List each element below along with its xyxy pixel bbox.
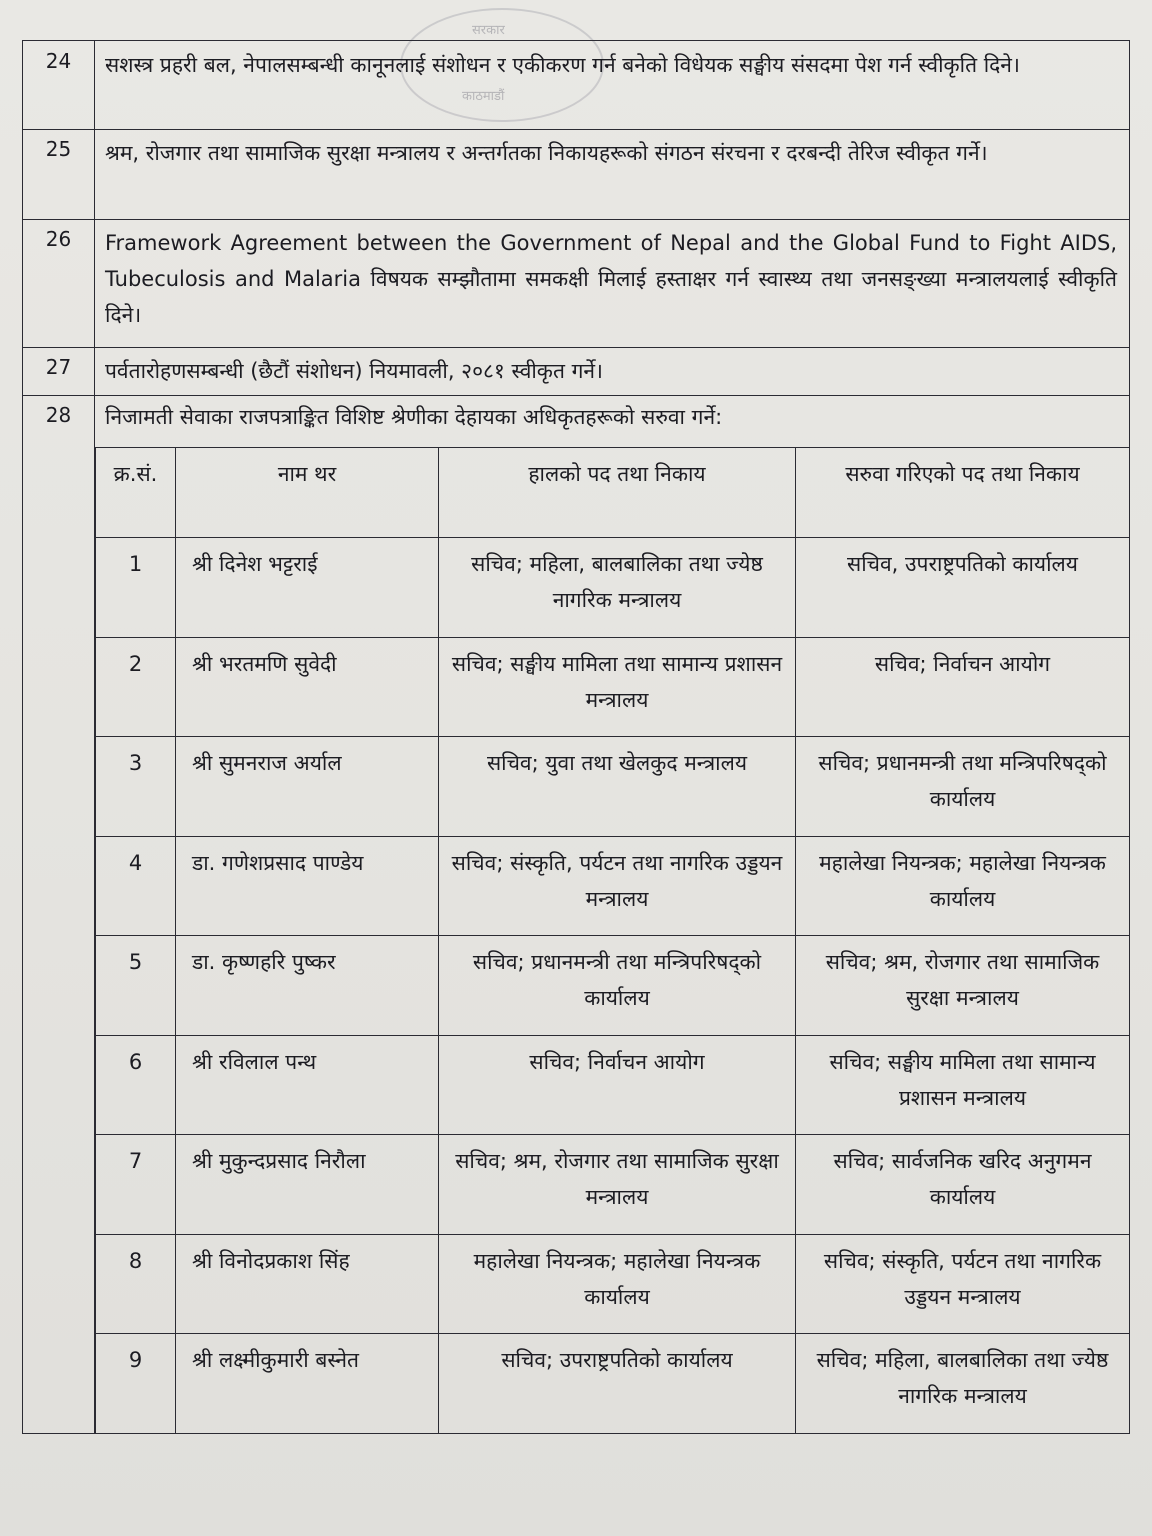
item-text: सशस्त्र प्रहरी बल, नेपालसम्बन्धी कानूनलाई संशोधन र एकीकरण गर्न बनेको विधेयक सङ्घीय संसदमा पेश गर्न स्वीकृति दिने।: [105, 53, 1020, 77]
cell-name: श्री दिनेश भट्टराई: [176, 538, 439, 638]
cell-transferred-post: सचिव; निर्वाचन आयोग: [796, 637, 1130, 737]
cell-transferred-post: सचिव; महिला, बालबालिका तथा ज्येष्ठ नागरिक मन्त्रालय: [796, 1334, 1130, 1434]
table-row: [96, 637, 1130, 737]
cell-current-post: सचिव; निर्वाचन आयोग: [439, 1035, 796, 1135]
cell-name: डा. गणेशप्रसाद पाण्डेय: [176, 836, 439, 936]
cell-name: श्री लक्ष्मीकुमारी बस्नेत: [176, 1334, 439, 1434]
decision-item-24: [23, 41, 1129, 130]
stamp-text-bottom: काठमाडौं: [462, 89, 505, 104]
table-row: [96, 1234, 1130, 1334]
cell-current-post: सचिव; महिला, बालबालिका तथा ज्येष्ठ नागरिक मन्त्रालय: [439, 538, 796, 638]
item-number: 26: [23, 219, 95, 347]
decision-list-frame: [22, 40, 1130, 1434]
item-number: 24: [23, 41, 95, 129]
cell-current-post: सचिव; श्रम, रोजगार तथा सामाजिक सुरक्षा मन्त्रालय: [439, 1135, 796, 1235]
transfer-table: [95, 447, 1130, 1434]
table-header-row: [96, 448, 1130, 538]
cell-serial: 5: [96, 936, 176, 1036]
cell-transferred-post: महालेखा नियन्त्रक; महालेखा नियन्त्रक कार्यालय: [796, 836, 1130, 936]
item-text: पर्वतारोहणसम्बन्धी (छैटौं संशोधन) नियमावली, २०८१ स्वीकृत गर्ने।: [105, 359, 604, 383]
table-row: [96, 836, 1130, 936]
item-number: 27: [23, 347, 95, 395]
cell-current-post: सचिव; सङ्घीय मामिला तथा सामान्य प्रशासन मन्त्रालय: [439, 637, 796, 737]
cell-name: श्री भरतमणि सुवेदी: [176, 637, 439, 737]
table-row: [96, 1334, 1130, 1434]
cell-transferred-post: सचिव; श्रम, रोजगार तथा सामाजिक सुरक्षा मन्त्रालय: [796, 936, 1130, 1036]
cell-name: श्री सुमनराज अर्याल: [176, 737, 439, 837]
cell-serial: 9: [96, 1334, 176, 1434]
decision-item-26: [23, 219, 1129, 348]
cell-transferred-post: सचिव; प्रधानमन्त्री तथा मन्त्रिपरिषद्को कार्यालय: [796, 737, 1130, 837]
decision-item-27: [23, 347, 1129, 396]
cell-name: डा. कृष्णहरि पुष्कर: [176, 936, 439, 1036]
item-text: श्रम, रोजगार तथा सामाजिक सुरक्षा मन्त्रालय र अन्तर्गतका निकायहरूको संगठन संरचना र दरबन्दी तेरिज स्वीकृत गर्ने।: [105, 141, 988, 165]
column-header-name: नाम थर: [176, 448, 439, 538]
item-text: Framework Agreement between the Government of Nepal and the Global Fund to Fight AIDS, Tubeculosis and Malaria विषयक सम्झौतामा समकक्षी मिलाई हस्ताक्षर गर्न स्वास्थ्य तथा जनसङ्ख्या मन्त्रालयलाई स्वीकृति दिने।: [105, 231, 1117, 327]
column-header-transferred-post: सरुवा गरिएको पद तथा निकाय: [796, 448, 1130, 538]
cell-name: श्री मुकुन्दप्रसाद निरौला: [176, 1135, 439, 1235]
table-row: [96, 737, 1130, 837]
cell-current-post: सचिव; संस्कृति, पर्यटन तथा नागरिक उड्डयन मन्त्रालय: [439, 836, 796, 936]
cell-current-post: सचिव; युवा तथा खेलकुद मन्त्रालय: [439, 737, 796, 837]
cell-name: श्री विनोदप्रकाश सिंह: [176, 1234, 439, 1334]
item-number: 28: [23, 395, 95, 1433]
cell-transferred-post: सचिव; सङ्घीय मामिला तथा सामान्य प्रशासन मन्त्रालय: [796, 1035, 1130, 1135]
item-text: निजामती सेवाका राजपत्राङ्कित विशिष्ट श्रेणीका देहायका अधिकृतहरूको सरुवा गर्ने:: [105, 405, 723, 429]
column-header-current-post: हालको पद तथा निकाय: [439, 448, 796, 538]
stamp-text-top: सरकार: [472, 23, 505, 38]
cell-transferred-post: सचिव; सार्वजनिक खरिद अनुगमन कार्यालय: [796, 1135, 1130, 1235]
cell-serial: 8: [96, 1234, 176, 1334]
cell-serial: 3: [96, 737, 176, 837]
cell-transferred-post: सचिव, उपराष्ट्रपतिको कार्यालय: [796, 538, 1130, 638]
table-row: [96, 1135, 1130, 1235]
column-header-serial: क्र.सं.: [96, 448, 176, 538]
table-row: [96, 936, 1130, 1036]
table-row: [96, 1035, 1130, 1135]
table-row: [96, 538, 1130, 638]
cell-current-post: सचिव; उपराष्ट्रपतिको कार्यालय: [439, 1334, 796, 1434]
cell-current-post: सचिव; प्रधानमन्त्री तथा मन्त्रिपरिषद्को कार्यालय: [439, 936, 796, 1036]
decision-item-25: [23, 129, 1129, 220]
item-number: 25: [23, 129, 95, 219]
cell-serial: 2: [96, 637, 176, 737]
cell-current-post: महालेखा नियन्त्रक; महालेखा नियन्त्रक कार्यालय: [439, 1234, 796, 1334]
cell-serial: 1: [96, 538, 176, 638]
cell-serial: 7: [96, 1135, 176, 1235]
cell-transferred-post: सचिव; संस्कृति, पर्यटन तथा नागरिक उड्डयन मन्त्रालय: [796, 1234, 1130, 1334]
cell-name: श्री रविलाल पन्थ: [176, 1035, 439, 1135]
cell-serial: 6: [96, 1035, 176, 1135]
cell-serial: 4: [96, 836, 176, 936]
